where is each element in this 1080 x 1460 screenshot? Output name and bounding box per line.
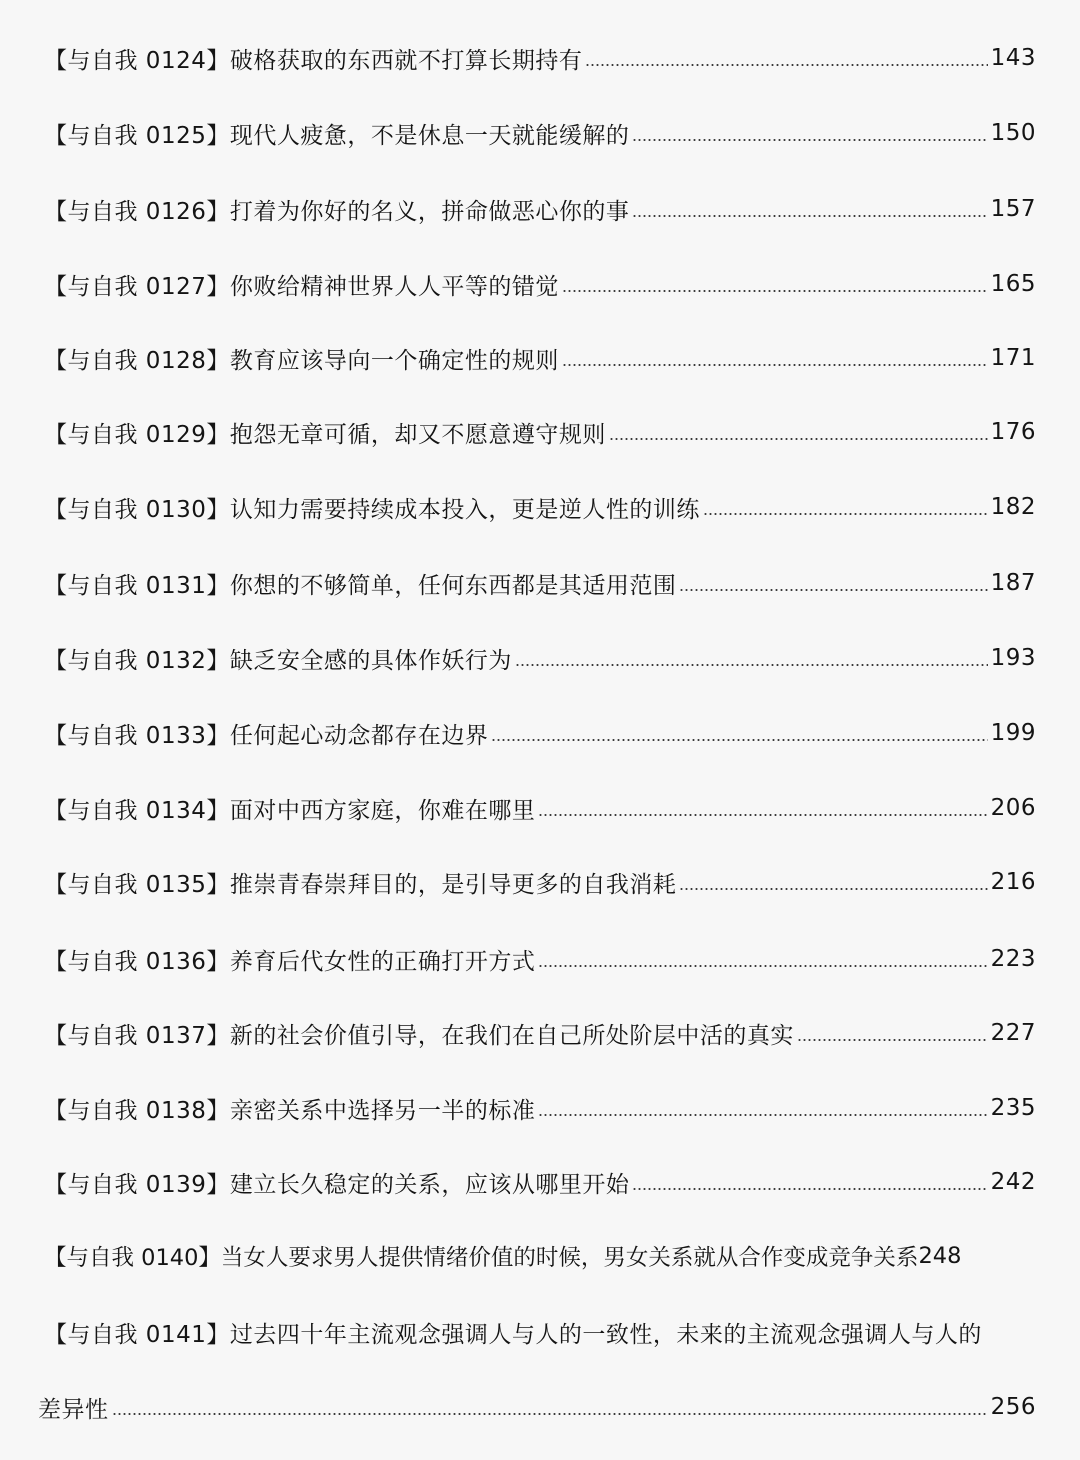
dot-leader [679, 588, 987, 592]
dot-leader [538, 1113, 987, 1117]
toc-entry [44, 487, 1036, 527]
entry-code: 【与自我 0131】 [44, 572, 230, 599]
toc-entry-continuation [38, 1387, 1036, 1427]
dot-leader [632, 1187, 987, 1191]
entry-title: 现代人疲惫，不是休息一天就能缓解的 [229, 122, 630, 149]
dot-leader [538, 964, 987, 968]
toc-entry [44, 412, 1036, 452]
entry-title-continuation: 差异性 [38, 1396, 109, 1423]
entry-title: 教育应该导向一个确定性的规则 [229, 347, 559, 374]
toc-entry [44, 38, 1036, 78]
entry-title: 你败给精神世界人人平等的错觉 [229, 273, 559, 300]
dot-leader [632, 138, 987, 142]
entry-page-number: 143 [990, 45, 1036, 71]
entry-title: 任何起心动念都存在边界 [229, 722, 489, 749]
toc-entry [44, 862, 1036, 902]
entry-title: 抱怨无章可循，却又不愿意遵守规则 [229, 421, 606, 448]
dot-leader [562, 289, 988, 293]
entry-code: 【与自我 0136】 [44, 948, 230, 975]
entry-code: 【与自我 0137】 [44, 1022, 230, 1049]
toc-entry [44, 1312, 1036, 1352]
entry-code: 【与自我 0138】 [44, 1097, 230, 1124]
toc-entry [44, 1236, 1058, 1276]
entry-page-number: 248 [918, 1243, 962, 1269]
entry-page-number: 199 [990, 720, 1036, 746]
entry-title: 过去四十年主流观念强调人与人的一致性，未来的主流观念强调人与人的 [229, 1321, 982, 1348]
entry-title: 养育后代女性的正确打开方式 [229, 948, 536, 975]
dot-leader [585, 63, 987, 67]
entry-code: 【与自我 0141】 [44, 1321, 230, 1348]
dot-leader [515, 663, 988, 667]
entry-page-number: 216 [990, 869, 1036, 895]
toc-entry [44, 638, 1036, 678]
entry-page-number: 176 [990, 419, 1036, 445]
toc-entry [44, 189, 1036, 229]
entry-code: 【与自我 0132】 [44, 647, 230, 674]
toc-entry [44, 1088, 1036, 1128]
dot-leader [538, 813, 987, 817]
entry-page-number: 165 [990, 271, 1036, 297]
toc-entry [44, 788, 1036, 828]
entry-title: 建立长久稳定的关系，应该从哪里开始 [229, 1171, 630, 1198]
entry-title: 缺乏安全感的具体作妖行为 [229, 647, 512, 674]
entry-page-number: 227 [990, 1020, 1036, 1046]
entry-page-number: 187 [990, 570, 1036, 596]
entry-code: 【与自我 0139】 [44, 1171, 230, 1198]
entry-code: 【与自我 0140】 [44, 1245, 221, 1271]
toc-entry [44, 113, 1036, 153]
toc-entry [44, 1162, 1036, 1202]
entry-page-number: 223 [990, 946, 1036, 972]
toc-entry [44, 939, 1036, 979]
toc-entry [44, 713, 1036, 753]
dot-leader [797, 1038, 988, 1042]
entry-title: 新的社会价值引导，在我们在自己所处阶层中活的真实 [229, 1022, 794, 1049]
entry-page-number: 182 [990, 494, 1036, 520]
entry-page-number: 256 [990, 1394, 1036, 1420]
entry-code: 【与自我 0126】 [44, 198, 230, 225]
entry-title: 你想的不够简单，任何东西都是其适用范围 [229, 572, 677, 599]
entry-code: 【与自我 0129】 [44, 421, 230, 448]
entry-title: 打着为你好的名义，拼命做恶心你的事 [229, 198, 630, 225]
entry-page-number: 242 [990, 1169, 1036, 1195]
dot-leader [609, 437, 988, 441]
entry-code: 【与自我 0124】 [44, 47, 230, 74]
entry-title: 亲密关系中选择另一半的标准 [229, 1097, 536, 1124]
entry-page-number: 193 [990, 645, 1036, 671]
entry-page-number: 157 [990, 196, 1036, 222]
entry-code: 【与自我 0135】 [44, 871, 230, 898]
entry-page-number: 235 [990, 1095, 1036, 1121]
entry-page-number: 206 [990, 795, 1036, 821]
dot-leader [562, 363, 988, 367]
entry-code: 【与自我 0125】 [44, 122, 230, 149]
entry-code: 【与自我 0127】 [44, 273, 230, 300]
entry-code: 【与自我 0130】 [44, 496, 230, 523]
toc-entry [44, 563, 1036, 603]
entry-title: 推崇青春崇拜目的，是引导更多的自我消耗 [229, 871, 677, 898]
dot-leader [632, 214, 987, 218]
toc-entry [44, 264, 1036, 304]
entry-code: 【与自我 0134】 [44, 797, 230, 824]
entry-title: 当女人要求男人提供情绪价值的时候，男女关系就从合作变成竞争关系 [220, 1245, 919, 1271]
dot-leader [679, 887, 987, 891]
entry-title: 面对中西方家庭，你难在哪里 [229, 797, 536, 824]
entry-code: 【与自我 0133】 [44, 722, 230, 749]
entry-page-number: 171 [990, 345, 1036, 371]
entry-page-number: 150 [990, 120, 1036, 146]
toc-entry [44, 338, 1036, 378]
entry-title: 破格获取的东西就不打算长期持有 [229, 47, 583, 74]
dot-leader [703, 512, 988, 516]
dot-leader [491, 738, 987, 742]
entry-title: 认知力需要持续成本投入，更是逆人性的训练 [229, 496, 700, 523]
dot-leader [112, 1412, 988, 1416]
toc-entry [44, 1013, 1036, 1053]
entry-code: 【与自我 0128】 [44, 347, 230, 374]
